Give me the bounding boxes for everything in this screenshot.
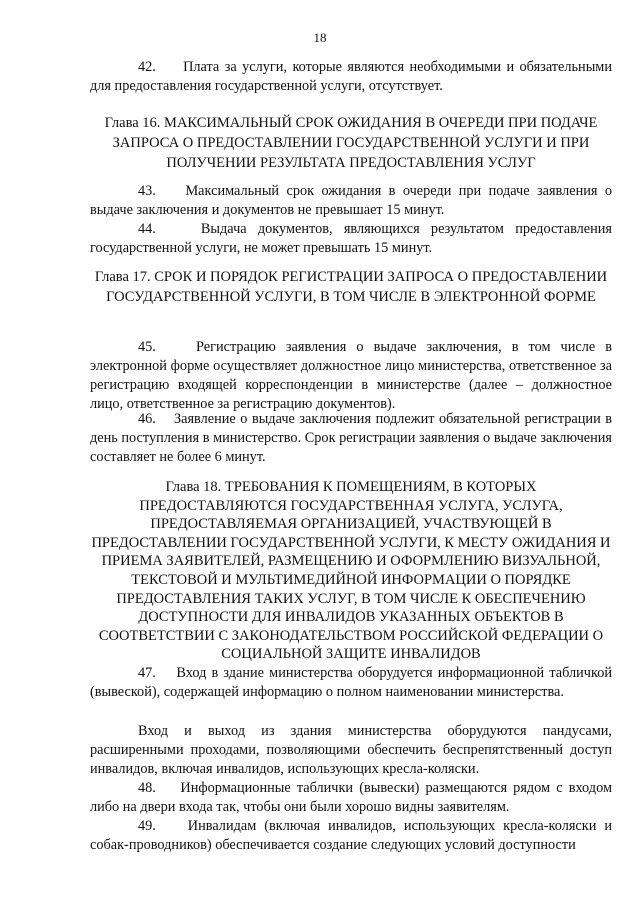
paragraph-46: 46. Заявление о выдаче заключения подлежит обязательной регистрации в день поступления в министерство. Срок регистрации заявления о выдаче заключения составляет не более 6 минут.: [90, 411, 612, 465]
paragraph-48: 48. Информационные таблички (вывески) размещаются рядом с входом либо на двери входа так, чтобы они были хорошо видны заявителям.: [90, 780, 612, 815]
paragraph-44: 44. Выдача документов, являющихся результатом предоставления государственной услуги, не может превышать 15 минут.: [90, 221, 612, 256]
paragraph-47-continued: Вход и выход из здания министерства оборудуются пандусами, расширенными проходами, позволяющими обеспечить беспрепятственный доступ инвалидов, включая инвалидов, использующих кресла-коляски.: [90, 723, 612, 777]
chapter-16-heading: Глава 16. МАКСИМАЛЬНЫЙ СРОК ОЖИДАНИЯ В ОЧЕРЕДИ ПРИ ПОДАЧЕ ЗАПРОСА О ПРЕДОСТАВЛЕНИИ ГОСУДАРСТВЕННОЙ УСЛУГИ И ПРИ ПОЛУЧЕНИИ РЕЗУЛЬТАТА ПРЕДОСТАВЛЕНИЯ УСЛУГ: [104, 115, 598, 171]
paragraph-45: 45. Регистрацию заявления о выдаче заключения, в том числе в электронной форме осуществляет должностное лицо министерства, ответственное за регистрацию входящей корреспонденции в министерстве (далее – должностное лицо, ответственное за регистрацию документов).: [90, 339, 612, 412]
chapter-17-heading: Глава 17. СРОК И ПОРЯДОК РЕГИСТРАЦИИ ЗАПРОСА О ПРЕДОСТАВЛЕНИИ ГОСУДАРСТВЕННОЙ УСЛУГИ, В ТОМ ЧИСЛЕ В ЭЛЕКТРОННОЙ ФОРМЕ: [94, 269, 608, 305]
paragraph-42: 42. Плата за услуги, которые являются необходимыми и обязательными для предоставления государственной услуги, отсутствует.: [90, 59, 612, 94]
paragraph-43: 43. Максимальный срок ожидания в очереди при подаче заявления о выдаче заключения и документов не превышает 15 минут.: [90, 183, 612, 218]
paragraph-49: 49. Инвалидам (включая инвалидов, использующих кресла-коляски и собак-проводников) обеспечивается создание следующих условий доступности: [90, 818, 612, 853]
page-number: 18: [313, 30, 327, 45]
paragraph-47: 47. Вход в здание министерства оборудуется информационной табличкой (вывеской), содержащей информацию о полном наименовании министерства.: [90, 665, 612, 700]
chapter-18-heading: Глава 18. ТРЕБОВАНИЯ К ПОМЕЩЕНИЯМ, В КОТОРЫХ ПРЕДОСТАВЛЯЮТСЯ ГОСУДАРСТВЕННАЯ УСЛУГА, УСЛУГА, ПРЕДОСТАВЛЯЕМАЯ ОРГАНИЗАЦИЕЙ, УЧАСТВУЮЩЕЙ В ПРЕДОСТАВЛЕНИИ ГОСУДАРСТВЕННОЙ УСЛУГИ, К МЕСТУ ОЖИДАНИЯ И ПРИЕМА ЗАЯВИТЕЛЕЙ, РАЗМЕЩЕНИЮ И ОФОРМЛЕНИЮ ВИЗУАЛЬНОЙ, ТЕКСТОВОЙ И МУЛЬТИМЕДИЙНОЙ ИНФОРМАЦИИ О ПОРЯДКЕ ПРЕДОСТАВЛЕНИЯ ТАКИХ УСЛУГ, В ТОМ ЧИСЛЕ К ОБЕСПЕЧЕНИЮ ДОСТУПНОСТИ ДЛЯ ИНВАЛИДОВ УКАЗАННЫХ ОБЪЕКТОВ В СООТВЕТСТВИИ С ЗАКОНОДАТЕЛЬСТВОМ РОССИЙСКОЙ ФЕДЕРАЦИИ О СОЦИАЛЬНОЙ ЗАЩИТЕ ИНВАЛИДОВ: [91, 479, 611, 663]
